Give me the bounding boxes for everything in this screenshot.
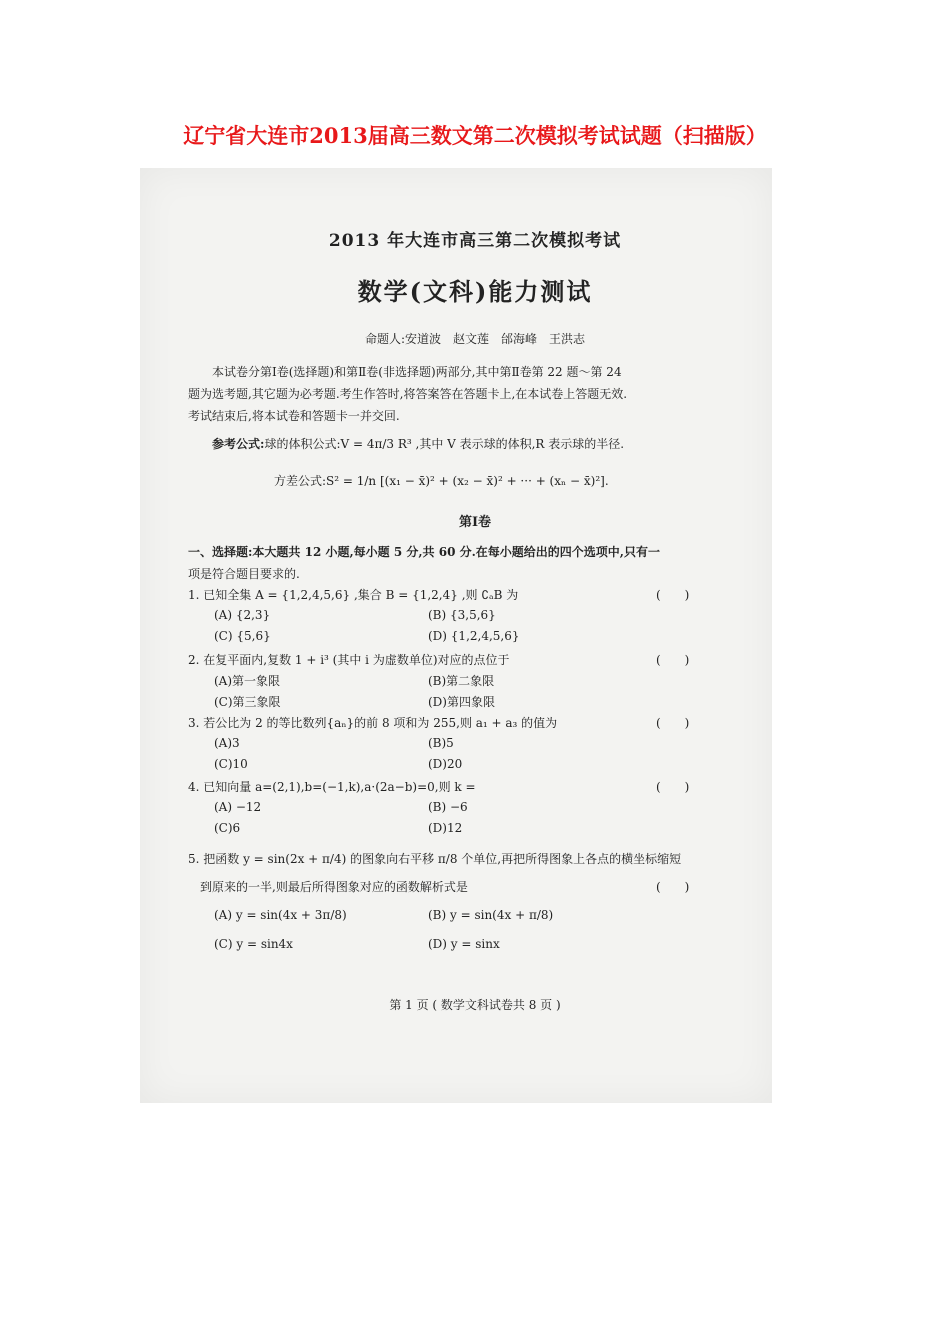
answer-paren: ( ) [656, 880, 690, 894]
option-b: (B)第二象限 [428, 674, 495, 688]
option-b: (B) −6 [428, 800, 468, 814]
authors: 命题人:安道波 赵文莲 邰海峰 王洪志 [364, 332, 586, 346]
reference-formula-text: 球的体积公式:V = 4π/3 R³ ,其中 V 表示球的体积,R 表示球的半径. [264, 437, 625, 451]
option-a: (A)第一象限 [214, 674, 281, 688]
mc-intro-line: 项是符合题目要求的. [188, 567, 300, 581]
question-stem: 1. 已知全集 A = {1,2,4,5,6} ,集合 B = {1,2,4} ,则 ∁ₐB 为 [188, 588, 519, 602]
option-b: (B) {3,5,6} [428, 608, 496, 622]
option-a: (A) {2,3} [214, 608, 271, 622]
exam-title: 2013 年大连市高三第二次模拟考试 [328, 231, 622, 251]
answer-paren: ( ) [656, 588, 690, 602]
answer-paren: ( ) [656, 653, 690, 667]
question-stem: 3. 若公比为 2 的等比数列{aₙ}的前 8 项和为 255,则 a₁ + a₃ 的值为 [188, 716, 558, 730]
option-c: (C) {5,6} [214, 629, 271, 643]
option-c: (C)10 [214, 757, 248, 771]
question-stem: 4. 已知向量 a=(2,1),b=(−1,k),a·(2a−b)=0,则 k = [188, 780, 476, 794]
document-title: 辽宁省大连市2013届高三数文第二次模拟考试试题（扫描版） [183, 123, 767, 148]
question-stem: 2. 在复平面内,复数 1 + i³ (其中 i 为虚数单位)对应的点位于 [188, 653, 510, 667]
option-a: (A) −12 [214, 800, 262, 814]
intro-line: 考试结束后,将本试卷和答题卡一并交回. [188, 409, 400, 423]
reference-formula-label: 参考公式: [212, 437, 265, 451]
option-b: (B) y = sin(4x + π/8) [428, 908, 554, 922]
option-a: (A) y = sin(4x + 3π/8) [214, 908, 347, 922]
question-stem: 5. 把函数 y = sin(2x + π/4) 的图象向右平移 π/8 个单位,再把所得图象上各点的横坐标缩短 [188, 852, 682, 866]
subject-title: 数学(文科)能力测试 [357, 277, 593, 306]
option-d: (D)12 [428, 821, 463, 835]
intro-line: 本试卷分第Ⅰ卷(选择题)和第Ⅱ卷(非选择题)两部分,其中第Ⅱ卷第 22 题～第 24 [212, 365, 622, 379]
option-d: (D)20 [428, 757, 463, 771]
option-c: (C)第三象限 [214, 695, 281, 709]
intro-line: 题为选考题,其它题为必考题.考生作答时,将答案答在答题卡上,在本试卷上答题无效. [188, 387, 628, 401]
option-d: (D)第四象限 [428, 695, 495, 709]
option-b: (B)5 [428, 736, 454, 750]
answer-paren: ( ) [656, 716, 690, 730]
option-d: (D) {1,2,4,5,6} [428, 629, 520, 643]
option-c: (C)6 [214, 821, 241, 835]
section-title: 第Ⅰ卷 [458, 515, 492, 530]
answer-paren: ( ) [656, 780, 690, 794]
reference-formula [212, 435, 624, 452]
variance-formula: 方差公式:S² = 1/n [(x₁ − x̄)² + (x₂ − x̄)² + ··· + (xₙ − x̄)²]. [274, 474, 609, 488]
mc-intro-line: 一、选择题:本大题共 12 小题,每小题 5 分,共 60 分.在每小题给出的四个选项中,只有一 [188, 545, 660, 559]
option-c: (C) y = sin4x [214, 937, 293, 951]
option-d: (D) y = sinx [428, 937, 500, 951]
option-a: (A)3 [214, 736, 240, 750]
page-footer: 第 1 页 ( 数学文科试卷共 8 页 ) [389, 998, 561, 1012]
question-stem-continued: 到原来的一半,则最后所得图象对应的函数解析式是 [200, 880, 468, 894]
